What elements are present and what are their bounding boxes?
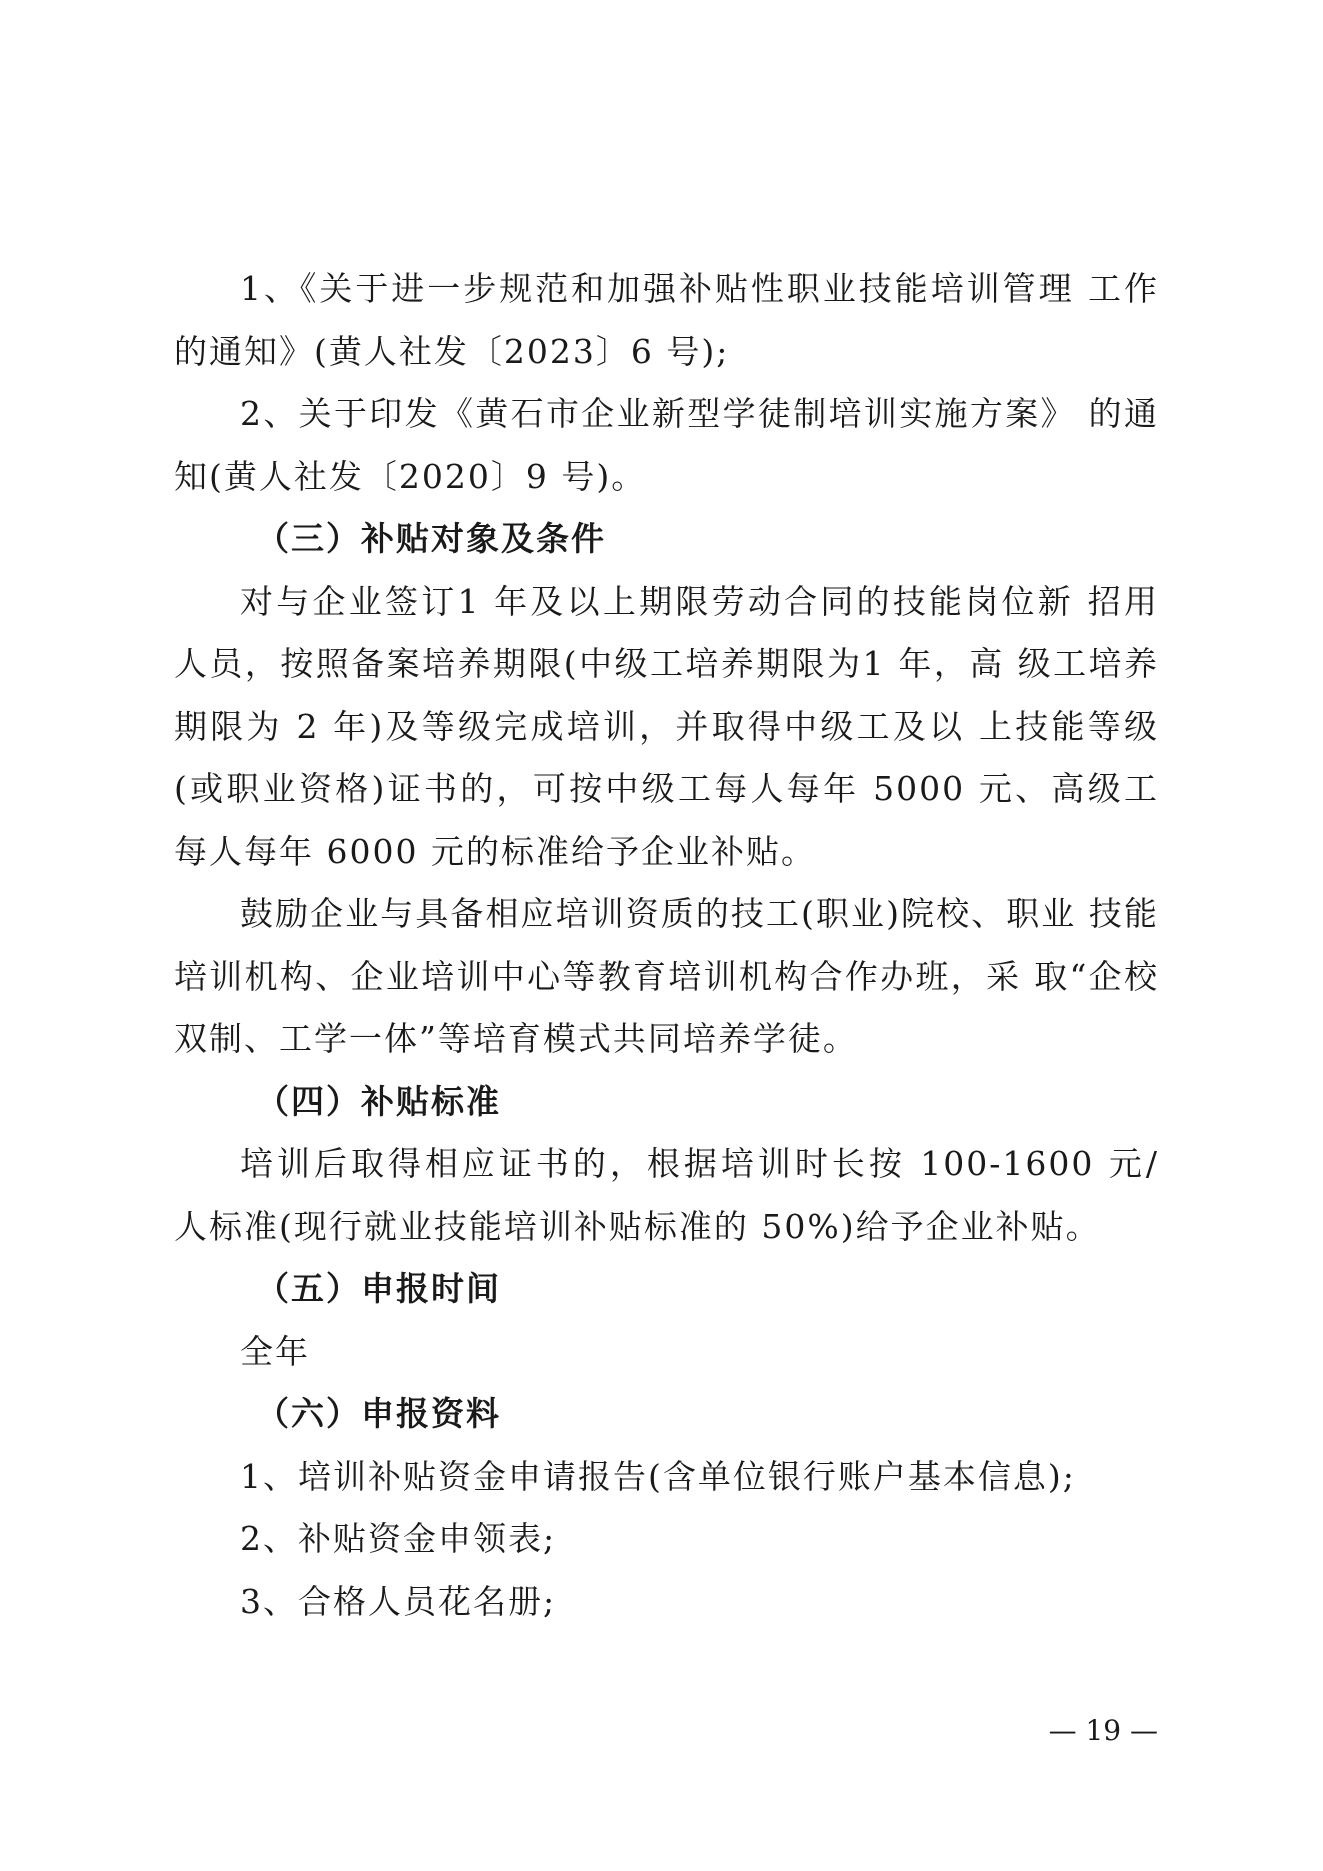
document-body [174,258,1159,1633]
section-heading-5: （五）申报时间 [256,1269,501,1308]
reference-item-2: 2、关于印发《黄石市企业新型学徒制培训实施方案》 的通知(黄人社发〔2020〕9 号)。 [174,394,1159,496]
section-5-paragraph: 全年 [240,1331,310,1371]
application-material-3: 3、合格人员花名册; [240,1581,557,1621]
section-4-paragraph: 培训后取得相应证书的，根据培训时长按 100-1600 元/ 人标准(现行就业技能培训补贴标准的 50%)给予企业补贴。 [174,1144,1159,1246]
section-3-paragraph-1: 对与企业签订1 年及以上期限劳动合同的技能岗位新 招用人员，按照备案培养期限(中级工培养期限为1 年，高 级工培养期限为 2 年)及等级完成培训，并取得中级工及以 上技能等级(或职业资格)证书的，可按中级工每人每年 5000 元、高级工每人每年 6000 元的标准给予企业补贴。 [174,581,1159,871]
page-number: — 19 — [1048,1714,1158,1747]
section-heading-4: （四）补贴标准 [256,1081,501,1121]
section-heading-6: （六）申报资料 [256,1394,501,1433]
reference-item-1: 1、《关于进一步规范和加强补贴性职业技能培训管理 工作的通知》(黄人社发〔2023〕6 号); [174,269,1159,371]
section-3-paragraph-2: 鼓励企业与具备相应培训资质的技工(职业)院校、职业 技能培训机构、企业培训中心等教育培训机构合作办班，采 取“企校双制、工学一体”等培育模式共同培养学徒。 [174,894,1159,1058]
section-heading-3: （三）补贴对象及条件 [256,519,606,558]
application-material-1: 1、培训补贴资金申请报告(含单位银行账户基本信息); [240,1456,1076,1496]
application-material-2: 2、补贴资金申领表; [240,1519,557,1558]
